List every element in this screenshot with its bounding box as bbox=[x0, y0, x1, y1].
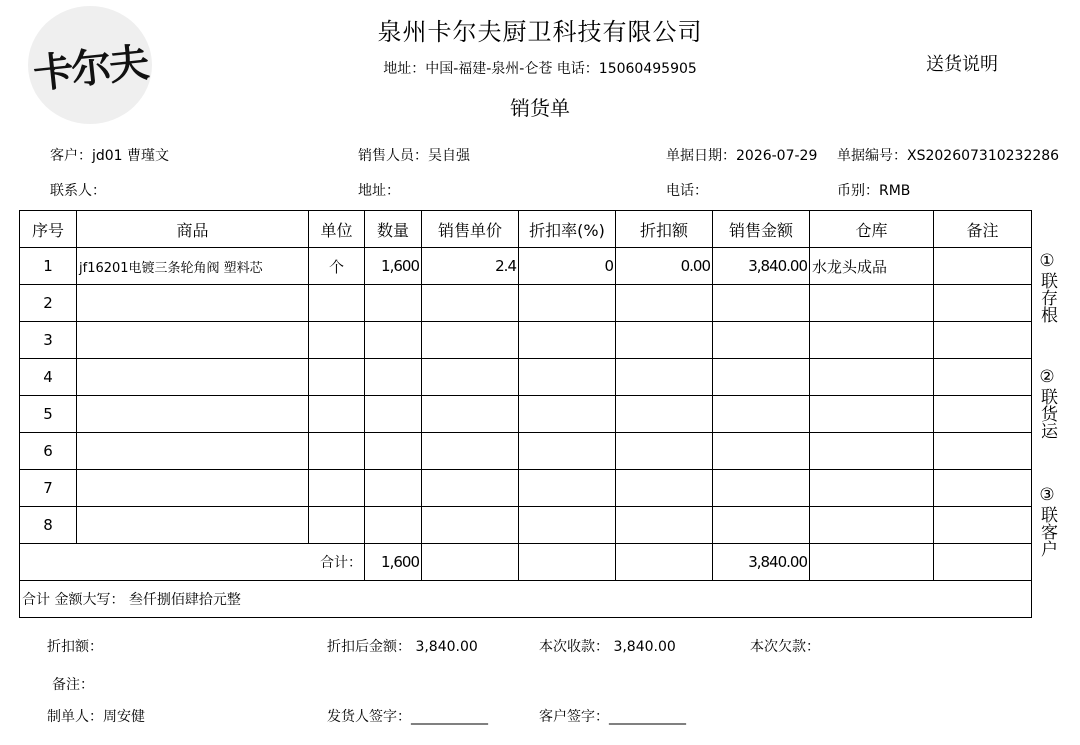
header-amount: 销售金额 bbox=[713, 211, 810, 248]
footer-received bbox=[539, 636, 676, 656]
total-empty-cell bbox=[519, 544, 616, 581]
table-row bbox=[20, 359, 1032, 396]
row-discount bbox=[616, 470, 713, 507]
copy-circle-2: ② bbox=[1039, 367, 1055, 387]
row-remark bbox=[934, 470, 1032, 507]
row-discount-rate bbox=[519, 470, 616, 507]
company-name: 泉州卡尔夫厨卫科技有限公司 bbox=[377, 18, 703, 46]
copy-text-1: 联存根 bbox=[1037, 272, 1057, 323]
row-remark bbox=[934, 248, 1032, 285]
row-no: 4 bbox=[20, 359, 77, 396]
row-discount-rate bbox=[519, 433, 616, 470]
header-discount-rate: 折扣率(%) bbox=[519, 211, 616, 248]
row-warehouse bbox=[810, 396, 934, 433]
row-amount bbox=[713, 322, 810, 359]
total-qty: 1,600 bbox=[365, 544, 422, 581]
company-address: 地址：中国-福建-泉州-仑苍 电话：15060495905 bbox=[383, 61, 697, 77]
copy-label-customer bbox=[1036, 484, 1058, 557]
row-remark bbox=[934, 507, 1032, 544]
row-qty bbox=[365, 322, 422, 359]
row-no: 8 bbox=[20, 507, 77, 544]
row-discount bbox=[616, 507, 713, 544]
doc-number-field: 单据编号：XS202607310232286 bbox=[837, 148, 1060, 164]
total-empty-cell bbox=[810, 544, 934, 581]
row-price bbox=[422, 433, 519, 470]
row-discount-rate bbox=[519, 396, 616, 433]
row-remark bbox=[934, 359, 1032, 396]
row-price bbox=[422, 359, 519, 396]
row-qty: 1,600 bbox=[365, 248, 422, 285]
row-product bbox=[77, 359, 309, 396]
footer-owed: 本次欠款： bbox=[750, 639, 820, 655]
row-price bbox=[422, 507, 519, 544]
row-unit bbox=[309, 396, 365, 433]
row-qty bbox=[365, 433, 422, 470]
footer-after-discount bbox=[327, 636, 478, 656]
row-no: 1 bbox=[20, 248, 77, 285]
row-warehouse bbox=[810, 322, 934, 359]
total-empty-cell bbox=[934, 544, 1032, 581]
table-row bbox=[20, 322, 1032, 359]
received-label: 本次收款： bbox=[539, 639, 609, 655]
delivery-note-link[interactable]: 送货说明 bbox=[926, 54, 998, 75]
row-warehouse: 水龙头成品 bbox=[810, 248, 934, 285]
row-discount: 0.00 bbox=[616, 248, 713, 285]
header-price: 销售单价 bbox=[422, 211, 519, 248]
row-product bbox=[77, 396, 309, 433]
row-discount bbox=[616, 396, 713, 433]
table-row bbox=[20, 396, 1032, 433]
row-unit bbox=[309, 285, 365, 322]
received-value: 3,840.00 bbox=[613, 639, 676, 655]
row-discount bbox=[616, 322, 713, 359]
table-row bbox=[20, 285, 1032, 322]
amount-in-words: 合计 金额大写： 叁仟捌佰肆拾元整 bbox=[20, 581, 1032, 618]
row-amount: 3,840.00 bbox=[713, 248, 810, 285]
row-no: 6 bbox=[20, 433, 77, 470]
address-field: 地址： bbox=[358, 183, 400, 199]
row-discount-rate: 0 bbox=[519, 248, 616, 285]
row-product: jf16201电镀三条轮角阀 塑料芯 bbox=[77, 248, 309, 285]
row-no: 5 bbox=[20, 396, 77, 433]
customer-signature: 客户签字：___________ bbox=[539, 709, 686, 725]
row-unit bbox=[309, 470, 365, 507]
after-discount-label: 折扣后金额： bbox=[327, 639, 411, 655]
table-row bbox=[20, 470, 1032, 507]
table-row bbox=[20, 248, 1032, 285]
row-remark bbox=[934, 285, 1032, 322]
row-product bbox=[77, 433, 309, 470]
row-remark bbox=[934, 433, 1032, 470]
row-product bbox=[77, 322, 309, 359]
row-discount-rate bbox=[519, 359, 616, 396]
copy-circle-1: ① bbox=[1039, 251, 1055, 271]
logo-text: 卡尔夫 bbox=[31, 38, 150, 98]
row-no: 3 bbox=[20, 322, 77, 359]
after-discount-value: 3,840.00 bbox=[415, 639, 478, 655]
row-unit bbox=[309, 322, 365, 359]
row-discount-rate bbox=[519, 322, 616, 359]
total-label: 合计： bbox=[20, 544, 365, 581]
row-amount bbox=[713, 433, 810, 470]
total-empty-cell bbox=[422, 544, 519, 581]
total-empty-cell bbox=[616, 544, 713, 581]
row-unit bbox=[309, 507, 365, 544]
row-warehouse bbox=[810, 285, 934, 322]
row-discount bbox=[616, 359, 713, 396]
total-amount: 3,840.00 bbox=[713, 544, 810, 581]
row-unit bbox=[309, 433, 365, 470]
shipper-signature: 发货人签字：___________ bbox=[327, 709, 488, 725]
salesperson-field: 销售人员：吴自强 bbox=[358, 148, 470, 164]
table-header-row bbox=[20, 211, 1032, 248]
footer-maker: 制单人：周安健 bbox=[47, 709, 145, 725]
row-remark bbox=[934, 322, 1032, 359]
row-qty bbox=[365, 285, 422, 322]
copy-label-shipping bbox=[1036, 366, 1058, 439]
table-row bbox=[20, 507, 1032, 544]
row-price bbox=[422, 470, 519, 507]
row-product bbox=[77, 285, 309, 322]
row-no: 7 bbox=[20, 470, 77, 507]
header-warehouse: 仓库 bbox=[810, 211, 934, 248]
header-unit: 单位 bbox=[309, 211, 365, 248]
row-discount bbox=[616, 433, 713, 470]
row-amount bbox=[713, 507, 810, 544]
row-unit bbox=[309, 359, 365, 396]
row-no: 2 bbox=[20, 285, 77, 322]
row-price: 2.4 bbox=[422, 248, 519, 285]
row-product bbox=[77, 470, 309, 507]
row-price bbox=[422, 396, 519, 433]
row-discount bbox=[616, 285, 713, 322]
row-warehouse bbox=[810, 470, 934, 507]
row-product bbox=[77, 507, 309, 544]
row-warehouse bbox=[810, 433, 934, 470]
row-price bbox=[422, 285, 519, 322]
header-qty: 数量 bbox=[365, 211, 422, 248]
currency-field: 币别：RMB bbox=[837, 183, 911, 199]
row-amount bbox=[713, 359, 810, 396]
header-discount: 折扣额 bbox=[616, 211, 713, 248]
row-amount bbox=[713, 396, 810, 433]
total-row bbox=[20, 544, 1032, 581]
row-discount-rate bbox=[519, 507, 616, 544]
copy-circle-3: ③ bbox=[1039, 485, 1055, 505]
row-qty bbox=[365, 359, 422, 396]
row-remark bbox=[934, 396, 1032, 433]
footer-discount: 折扣额： bbox=[47, 639, 103, 655]
header-no: 序号 bbox=[20, 211, 77, 248]
contact-field: 联系人： bbox=[50, 183, 106, 199]
doc-date-field: 单据日期：2026-07-29 bbox=[666, 148, 818, 164]
row-unit: 个 bbox=[309, 248, 365, 285]
row-qty bbox=[365, 470, 422, 507]
row-discount-rate bbox=[519, 285, 616, 322]
row-amount bbox=[713, 470, 810, 507]
amount-words-row bbox=[20, 581, 1032, 618]
copy-text-2: 联货运 bbox=[1037, 388, 1057, 439]
table-row bbox=[20, 433, 1032, 470]
header-remark: 备注 bbox=[934, 211, 1032, 248]
header-product: 商品 bbox=[77, 211, 309, 248]
row-price bbox=[422, 322, 519, 359]
copy-text-3: 联客户 bbox=[1037, 506, 1057, 557]
phone-field: 电话： bbox=[666, 183, 708, 199]
footer-remark: 备注： bbox=[52, 677, 94, 693]
row-warehouse bbox=[810, 507, 934, 544]
row-qty bbox=[365, 507, 422, 544]
document-title: 销货单 bbox=[510, 96, 570, 120]
copy-label-stub bbox=[1036, 250, 1058, 323]
row-warehouse bbox=[810, 359, 934, 396]
row-amount bbox=[713, 285, 810, 322]
items-table bbox=[19, 210, 1032, 618]
row-qty bbox=[365, 396, 422, 433]
customer-field: 客户：jd01 曹瑾文 bbox=[50, 148, 170, 164]
